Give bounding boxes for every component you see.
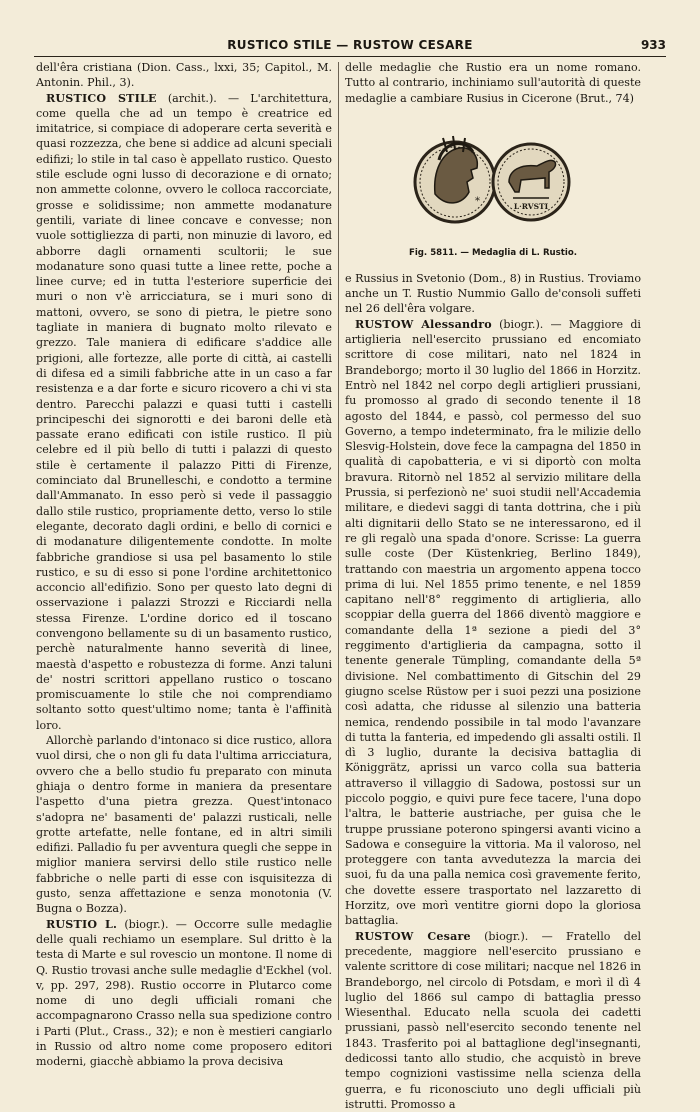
running-header — [34, 38, 666, 57]
left-column — [36, 60, 333, 1069]
coin-obverse — [415, 136, 495, 222]
coin-legend: L·RVSTI — [513, 201, 549, 211]
entry-text: (biogr.). — Maggiore di artiglieria nell'esercito prussiano ed encomiato scrittore di cose militari, nato nel 1824 in Brandeborgo; morto il 30 luglio del 1866 in Horzitz. Entrò nel 1842 nel corpo degli artiglieri prussiani, fu promosso al grado di secondo tenente il 18 agosto del 1844, e passò, col permesso del suo Governo, a tempo indeterminato, fra le milizie dello Slesvig-Holstein, dove fece la campagna del 1850 in qualità di capobatteria, e vi si diportò con molta bravura. Ritornò nel 1852 al servizio militare della Prussia, si perfezionò ne' suoi studii nell'Accademia militare, e diedevi saggi di tanta dottrina, che i più alti dignitarii dello Stato se ne interessarono, ed il re gli regalò una spada d'onore. Scrisse: La guerra sulle coste (Der Küstenkrieg, Berlino 1849), trattando con maestria un argomento appena tocco prima di lui. Nel 1855 primo tenente, e nel 1859 capitano nell'8° reggimento di artiglieria, allo scoppiar della guerra del 1866 diventò maggiore e comandante della 1ª sezione a piedi del 3° reggimento d'artiglieria da campagna, sotto il tenente generale Tümpling, comandante della 5ª divisione. Nel combattimento di Gitschin del 29 giugno scelse Rüstow per i suoi pezzi una posizione così adatta, che ridusse al silenzio una batteria nemica, rendendo possibile in tal modo l'avanzare di tutta la fanteria, ed impedendo gli assalti ostili. Il dì 3 luglio, durante la decisiva battaglia di Königgrätz, aprissi un varco colla sua batteria attraverso il villaggio di Sadowa, postossi sur un piccolo poggio, e quivi pure fece tacere, l'una dopo l'altra, le batterie austriache, per guisa che le truppe prussiane poterono spingersi avanti vicino a Sadowa e conseguire la vittoria. Ma il valoroso, nel proteggere con tanta avvedutezza la marcia dei suoi, fu da una palla nemica così gravemente ferito, che dovette essere trasportato nel lazzaretto di Horzitz, ove morì ventitre giorni dopo la gloriosa battaglia. — [345, 317, 641, 928]
coin-figure — [345, 106, 641, 271]
svg-text:*: * — [475, 195, 480, 207]
entry-lemma: RUSTIO L. — [46, 917, 118, 931]
entry-lemma: RUSTICO STILE — [46, 91, 157, 105]
entry-lemma: RUSTOW Alessandro — [355, 317, 492, 331]
paragraph-intonaco: Allorchè parlando d'intonaco si dice rustico, allora vuol dirsi, che o non gli fu data l'ultima arricciatura, ovvero che a bello studio fu preparato con minuta ghiaja o dentro forme in maniera da presentare l'aspetto d'una pietra grezza. Quest'intonaco s'adopra ne' basamenti de' palazzi rusticali, nelle grotte artefatte, nelle fontane, ed in altri simili edifizi. Palladio fu per avventura quegli che seppe in miglior maniera servirsi dello stile rustico nelle fabbriche o nelle parti di esse con isquisitezza di gusto, senza affettazione e senza monotonia (V. Bugna o Bozza). — [36, 734, 332, 916]
running-title: RUSTICO STILE — RUSTOW CESARE — [227, 38, 473, 52]
entry-rustio — [36, 917, 332, 1070]
entry-text: (biogr.). — Fratello del precedente, maggiore nell'esercito prussiano e valente scrittore di cose militari; nacque nel 1826 in Brandeborgo, nel circolo di Potsdam, e morì il dì 4 luglio del 1866 sul campo di battaglia presso Wiesenthal. Educato nella scuola dei cadetti prussiani, passò nell'esercito secondo tenente nel 1843. Trasferito poi al battaglione degl'insegnanti, dedicossi tanto allo studio, che acquistò in breve tempo cognizioni vastissime nella scienza della guerra, e fu riconosciuto uno degli ufficiali più istrutti. Promosso a — [345, 929, 641, 1111]
column-divider — [338, 62, 339, 1020]
entry-text: (biogr.). — Occorre sulle medaglie delle quali rechiamo un esemplare. Sul dritto è la testa di Marte e sul rovescio un montone. Il nome di Q. Rustio trovasi anche sulle medaglie d'Eckhel (vol. v, pp. 297, 298). Rustio occorre in Plutarco come nome di uno degli ufficiali romani che accompagnarono Crasso nella sua spedizione contro i Parti (Plut., Crass., 32); e non è mestieri cangiarlo in Russio od altro nome come proposero editori moderni, giacchè abbiamo la prova decisiva — [36, 917, 333, 1069]
paragraph-continuation: delle medaglie che Rustio era un nome romano. Tutto al contrario, inchiniamo sull'autorità di queste medaglie a cambiare Rusius in Cicerone (Brut., 74) — [345, 61, 641, 105]
paragraph-continuation-2: e Russius in Svetonio (Dom., 8) in Rustius. Troviamo anche un T. Rustio Nummio Gallo de'consoli suffeti nel 26 dell'êra volgare. — [345, 271, 641, 316]
paragraph-continuation: dell'êra cristiana (Dion. Cass., lxxi, 35; Capitol., M. Antonin. Phil., 3). — [36, 61, 332, 90]
entry-rustow-cesare — [345, 929, 641, 1112]
entry-rustico-stile — [36, 91, 332, 733]
entry-lemma: RUSTOW Cesare — [355, 929, 471, 943]
coin-illustration — [413, 112, 573, 242]
coin-reverse — [493, 144, 569, 220]
entry-text: (archit.). — L'architettura, come quella che ad un tempo è creatrice ed imitatrice, si compiace di adoperare certa severità e quasi rozzezza, che bene si addice ad alcuni speciali edifizi; lo stile in tal caso è appellato rustico. Questo stile esclude ogni lusso di decorazione e di ornato; non ammette colonne, ovvero le colloca raccorciate, grosse e solidissime; non ammette modanature gentili, variate di linee concave e convesse; non vuole sottigliezza di parti, non minuzie di lavoro, ed abborre dagli ornamenti scultorii; le sue modanature sono quasi tutte a linee rette, poche a linee curve; ed in tutta l'esteriore superficie dei muri o non v'è arricciatura, se i muri sono di mattoni, ovvero, se sono di pietra, le pietre sono tagliate in maniera di bugnato molto rilevato e grezzo. Tale maniera di edificare s'addice alle prigioni, alle fortezze, alle porte di città, ai castelli di difesa ed a simili fabbriche atte in un caso a far resistenza e a dar forte e sicuro ricovero a chi vi sta dentro. Parecchi palazzi e quasi tutti i castelli principeschi dei signorotti e dei baroni delle età passate erano edificati con istile rustico. Il più celebre ed il più bello di tutti i palazzi di questo stile è certamente il palazzo Pitti di Firenze, cominciato dal Brunelleschi, e condotto a termine dall'Ammanato. In esso però si vede il passaggio dallo stile rustico, propriamente detto, verso lo stile elegante, decorato dagli ordini, e bello di cornici e di modanature diligentemente condotte. In molte fabbriche grandiose si usa pel basamento lo stile rustico, e su di esso si pone l'ordine architettonico acconcio all'edifizio. Sono per questo lato degni di osservazione i palazzi Strozzi e Ricciardi nella stessa Firenze. L'ordine dorico ed il toscano convengono bellamente su di un basamento rustico, perchè naturalmente hanno severità di linee, maestà d'aspetto e robustezza di forme. Anzi taluni de' nostri scrittori appellano rustico o toscano promiscuamente lo stile che noi comprendiamo soltanto sotto quest'ultimo nome; tanta è l'affinità loro. — [36, 91, 332, 732]
right-column — [345, 60, 641, 1111]
figure-caption: Fig. 5811. — Medaglia di L. Rustio. — [408, 247, 578, 258]
page-number: 933 — [640, 38, 666, 52]
entry-rustow-alessandro — [345, 317, 641, 929]
